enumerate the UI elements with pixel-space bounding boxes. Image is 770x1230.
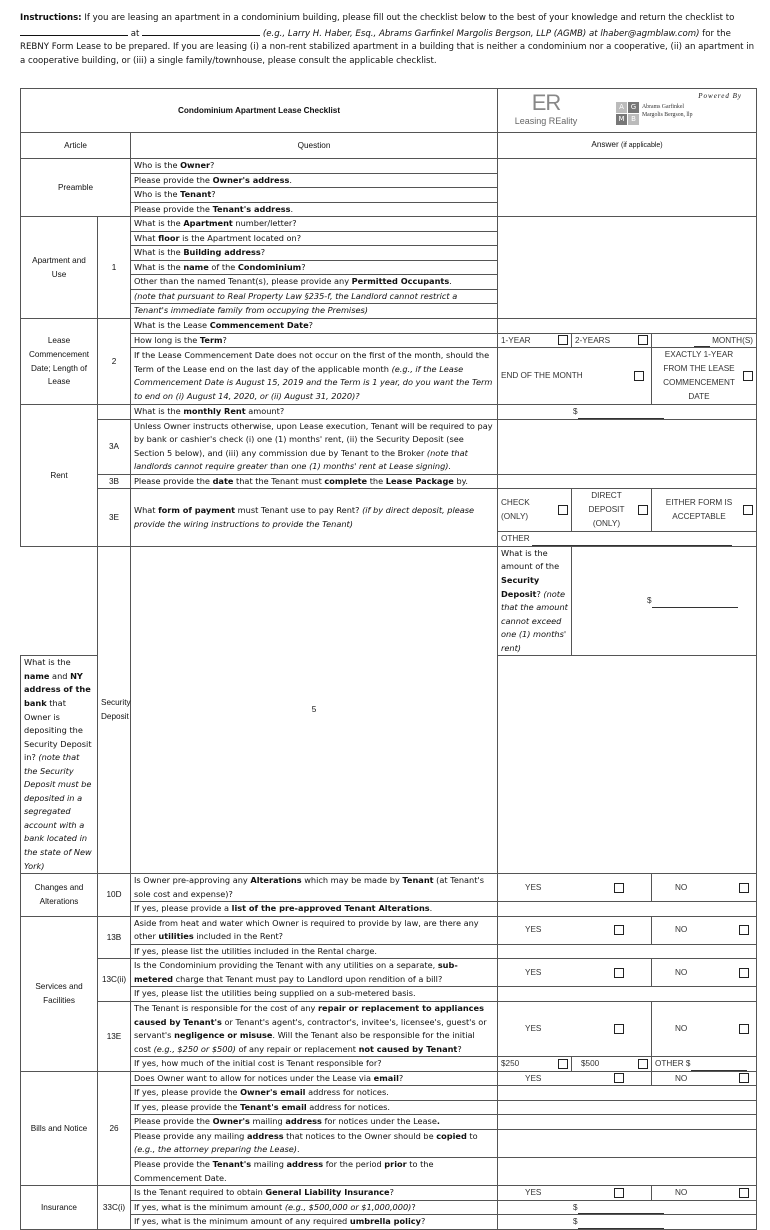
email-notice-yes[interactable]: YES — [498, 1071, 652, 1086]
answer-lease-package-date[interactable] — [498, 474, 757, 489]
question-minimum-amount: If yes, what is the minimum amount (e.g., $500,000 or $1,000,000)? — [131, 1200, 498, 1215]
term-2-years[interactable]: 2-YEARS — [572, 333, 652, 348]
article-number: 2 — [98, 319, 131, 405]
answer-3a — [498, 419, 757, 474]
other-payment-field[interactable]: OTHER — [498, 532, 757, 547]
repair-no[interactable]: NO — [652, 1001, 757, 1056]
question-owner: Who is the Owner? — [131, 159, 498, 174]
question-permitted-occupants: Other than the named Tenant(s), please provide any Permitted Occupants. — [131, 275, 498, 290]
question-tenant-mailing: Please provide the Tenant's mailing address for the period prior to the Commencement Date. — [131, 1158, 498, 1186]
recipient-contact-blank[interactable] — [142, 26, 260, 36]
article-changes-alterations: Changes and Alterations — [21, 874, 98, 917]
repair-yes[interactable]: YES — [498, 1001, 652, 1056]
checkbox-alterations-yes[interactable] — [614, 883, 624, 893]
answer-sub-metered-list[interactable] — [498, 987, 757, 1002]
cost-500[interactable]: $500 — [572, 1057, 652, 1072]
monthly-rent-blank[interactable] — [578, 418, 664, 419]
article-number: 13E — [98, 1001, 131, 1071]
option-end-of-month[interactable]: END OF THE MONTH — [498, 348, 652, 405]
article-number — [98, 405, 131, 420]
answer-utilities-list[interactable] — [498, 944, 757, 959]
term-months[interactable]: MONTH(S) — [652, 333, 757, 348]
checkbox-either-form[interactable] — [743, 505, 753, 515]
leasing-reality-logo: ER Leasing REality — [514, 90, 578, 126]
article-number: 5 — [131, 546, 498, 873]
answer-tenant-email[interactable] — [498, 1100, 757, 1115]
question-security-deposit-amount: What is the amount of the Security Deposit? (note that the amount cannot exceed one (1) months' rent) — [498, 546, 572, 655]
checkbox-250[interactable] — [558, 1059, 568, 1069]
article-number: 3B — [98, 474, 131, 489]
option-direct-deposit[interactable]: DIRECT DEPOSIT (ONLY) — [572, 489, 652, 532]
term-1-year[interactable]: 1-YEAR — [498, 333, 572, 348]
insurance-yes[interactable]: YES — [498, 1186, 652, 1201]
option-exactly-1-year[interactable]: EXACTLY 1-YEAR FROM THE LEASE COMMENCEMENT DATE — [652, 348, 757, 405]
article-number: 3E — [98, 489, 131, 547]
article-number: 33C(i) — [98, 1186, 131, 1230]
checkbox-end-of-month[interactable] — [634, 371, 644, 381]
powered-by-label: Powered By — [698, 92, 743, 100]
article-apartment-and-use: Apartment and Use — [21, 217, 98, 319]
checkbox-utilities-no[interactable] — [739, 925, 749, 935]
checkbox-1-year[interactable] — [558, 335, 568, 345]
question-commencement-date: What is the Lease Commencement Date? — [131, 319, 498, 334]
answer-commencement-date[interactable] — [498, 319, 757, 334]
umbrella-amount-field[interactable]: $ — [498, 1215, 757, 1230]
cost-other[interactable]: OTHER $ — [652, 1057, 757, 1072]
article-number: 13C(ii) — [98, 959, 131, 1002]
article-number: 10D — [98, 874, 131, 917]
checkbox-exactly-1-year[interactable] — [743, 371, 753, 381]
question-tenant-address: Please provide the Tenant's address. — [131, 202, 498, 217]
note-permitted-occupants: (note that pursuant to Real Property Law §235-f, the Landlord cannot restrict a — [131, 289, 498, 304]
checkbox-insurance-yes[interactable] — [614, 1188, 624, 1198]
checkbox-email-no[interactable] — [739, 1073, 749, 1083]
alterations-yes[interactable]: YES — [498, 874, 652, 902]
recipient-name-blank[interactable] — [20, 26, 128, 36]
monthly-rent-field[interactable]: $ — [498, 405, 757, 420]
checkbox-repair-no[interactable] — [739, 1024, 749, 1034]
article-number: 3A — [98, 419, 131, 474]
answer-alterations-list[interactable] — [498, 902, 757, 917]
sub-metered-no[interactable]: NO — [652, 959, 757, 987]
question-form-of-payment: What form of payment must Tenant use to pay Rent? (if by direct deposit, please provide the wiring instructions to provide the Tenant) — [131, 489, 498, 547]
agmb-logo-mark: A G M B — [616, 102, 639, 125]
question-utilities-included: Aside from heat and water which Owner is required to provide by law, are there any other utilities included in the Rent? — [131, 916, 498, 944]
minimum-amount-field[interactable]: $ — [498, 1200, 757, 1215]
question-term: How long is the Term? — [131, 333, 498, 348]
question-utilities-list: If yes, please list the utilities included in the Rental charge. — [131, 944, 498, 959]
question-tenant: Who is the Tenant? — [131, 188, 498, 203]
email-notice-no[interactable]: NO — [652, 1071, 757, 1086]
header-article: Article — [21, 133, 131, 159]
checkbox-email-yes[interactable] — [614, 1073, 624, 1083]
question-repair-responsibility: The Tenant is responsible for the cost of any repair or replacement to appliances caused by Tenant's or Tenant's agent's, contractor's, invitee's, licensee's, guest's or servant's negligence or misuse. Will the Tenant also be responsible for the initial cost (e.g., $250 or $500) of any repair or replacement not caused by Tenant? — [131, 1001, 498, 1056]
article-rent: Rent — [21, 405, 98, 547]
question-condominium-name: What is the name of the Condominium? — [131, 260, 498, 275]
checkbox-alterations-no[interactable] — [739, 883, 749, 893]
article-insurance: Insurance — [21, 1186, 98, 1230]
checkbox-repair-yes[interactable] — [614, 1024, 624, 1034]
sub-metered-yes[interactable]: YES — [498, 959, 652, 987]
question-bank-name: What is the name and NY address of the bank that Owner is depositing the Security Deposit in? (note that the Security Deposit must be deposited in a segregated account with a bank located in the state of New York) — [21, 656, 98, 874]
checkbox-insurance-no[interactable] — [739, 1188, 749, 1198]
checkbox-check-only[interactable] — [558, 505, 568, 515]
answer-bank-name[interactable] — [498, 656, 757, 874]
question-sub-metered-list: If yes, please list the utilities being supplied on a sub-metered basis. — [131, 987, 498, 1002]
question-rent-payment-3a: Unless Owner instructs otherwise, upon Lease execution, Tenant will be required to pay by bank or cashier's check (i) one (1) months' rent, (ii) the Security Deposit (see Section 5 below), and (iii) any commission due by Tenant to the Broker (note that landlords cannot require greater than one (1) months' rent at Lease signing). — [131, 419, 498, 474]
article-number: 26 — [98, 1071, 131, 1185]
question-apartment: What is the Apartment number/letter? — [131, 217, 498, 232]
answer-apartment[interactable] — [498, 217, 757, 319]
question-umbrella-policy: If yes, what is the minimum amount of any required umbrella policy? — [131, 1215, 498, 1230]
logo-area — [498, 89, 757, 133]
note-permitted-occupants-cont: Tenant's immediate family from occupying the Premises) — [131, 304, 498, 319]
utilities-yes[interactable]: YES — [498, 916, 652, 944]
question-pre-approving-alterations: Is Owner pre-approving any Alterations which may be made by Tenant (at Tenant's sole cost and expense)? — [131, 874, 498, 902]
question-owner-email: If yes, please provide the Owner's email address for notices. — [131, 1086, 498, 1101]
checkbox-500[interactable] — [638, 1059, 648, 1069]
question-sub-metered: Is the Condominium providing the Tenant with any utilities on a separate, sub-metered charge that Tenant must pay to Landlord upon rendition of a bill? — [131, 959, 498, 987]
question-owner-mailing: Please provide the Owner's mailing address for notices under the Lease. — [131, 1115, 498, 1130]
question-liability-insurance: Is the Tenant required to obtain General Liability Insurance? — [131, 1186, 498, 1201]
answer-preamble[interactable] — [498, 159, 757, 217]
article-number: 1 — [98, 217, 131, 319]
umbrella-amount-blank[interactable] — [578, 1228, 664, 1229]
question-email-notice: Does Owner want to allow for notices under the Lease via email? — [131, 1071, 498, 1086]
page-title: Condominium Apartment Lease Checklist — [21, 89, 498, 133]
article-bills-notice: Bills and Notice — [21, 1071, 98, 1185]
header-question: Question — [131, 133, 498, 159]
answer-owner-mailing[interactable] — [498, 1115, 757, 1130]
instructions: Instructions: If you are leasing an apartment in a condominium building, please fill out the checklist below to the best of your knowledge and return the checklist to at (e.g., Larry H. Haber, Esq., Abrams Garfinkel Margolis Bergson, LLP (AGMB) at lhaber@agmblaw.com) for the REBNY Form Lease to be prepared. If you are leasing (i) a non-rent stabilized apartment in a building that is neither a condominium nor a cooperative, (ii) an apartment in a cooperative building, or (iii) a single family/townhouse, please consult the applicable checklist. — [20, 13, 755, 66]
article-services-facilities: Services and Facilities — [21, 916, 98, 1071]
checkbox-utilities-yes[interactable] — [614, 925, 624, 935]
checkbox-2-years[interactable] — [638, 335, 648, 345]
question-tenant-email: If yes, please provide the Tenant's email address for notices. — [131, 1100, 498, 1115]
checkbox-sub-metered-no[interactable] — [739, 968, 749, 978]
question-alterations-list: If yes, please provide a list of the pre-approved Tenant Alterations. — [131, 902, 498, 917]
question-copied-address: Please provide any mailing address that notices to the Owner should be copied to (e.g., the attorney preparing the Lease). — [131, 1129, 498, 1157]
question-lease-package-date: Please provide the date that the Tenant must complete the Lease Package by. — [131, 474, 498, 489]
checklist-table — [20, 88, 757, 1230]
question-floor: What floor is the Apartment located on? — [131, 231, 498, 246]
header-answer: Answer (if applicable) — [498, 133, 757, 159]
question-owner-address: Please provide the Owner's address. — [131, 173, 498, 188]
question-end-of-month: If the Lease Commencement Date does not occur on the first of the month, should the Term of the Lease end on the last day of the applicable month (e.g., if the Lease Commencement Date is August 15, 2019 and the Term is 1 year, do you want the Term to end on (i) August 14, 2020, or (ii) August 31, 2020)? — [131, 348, 498, 405]
question-initial-cost: If yes, how much of the initial cost is Tenant responsible for? — [131, 1057, 498, 1072]
security-deposit-blank[interactable] — [652, 607, 738, 608]
answer-tenant-mailing[interactable] — [498, 1158, 757, 1186]
article-number: 13B — [98, 916, 131, 959]
option-either-form[interactable]: EITHER FORM IS ACCEPTABLE — [652, 489, 757, 532]
question-monthly-rent: What is the monthly Rent amount? — [131, 405, 498, 420]
answer-owner-email[interactable] — [498, 1086, 757, 1101]
checkbox-sub-metered-yes[interactable] — [614, 968, 624, 978]
checkbox-direct-deposit[interactable] — [638, 505, 648, 515]
article-lease-commencement: Lease Commencement Date; Length of Lease — [21, 319, 98, 405]
insurance-no[interactable]: NO — [652, 1186, 757, 1201]
answer-copied-address[interactable] — [498, 1129, 757, 1157]
option-check-only[interactable]: CHECK (ONLY) — [498, 489, 572, 532]
security-deposit-field[interactable]: $ — [572, 546, 757, 655]
question-building-address: What is the Building address? — [131, 246, 498, 261]
alterations-no[interactable]: NO — [652, 874, 757, 902]
agmb-logo-text: Abrams Garfinkel Margolis Bergson, llp — [642, 104, 693, 118]
article-security-deposit: Security Deposit — [98, 546, 131, 873]
article-preamble: Preamble — [21, 159, 131, 217]
utilities-no[interactable]: NO — [652, 916, 757, 944]
cost-250[interactable]: $250 — [498, 1057, 572, 1072]
